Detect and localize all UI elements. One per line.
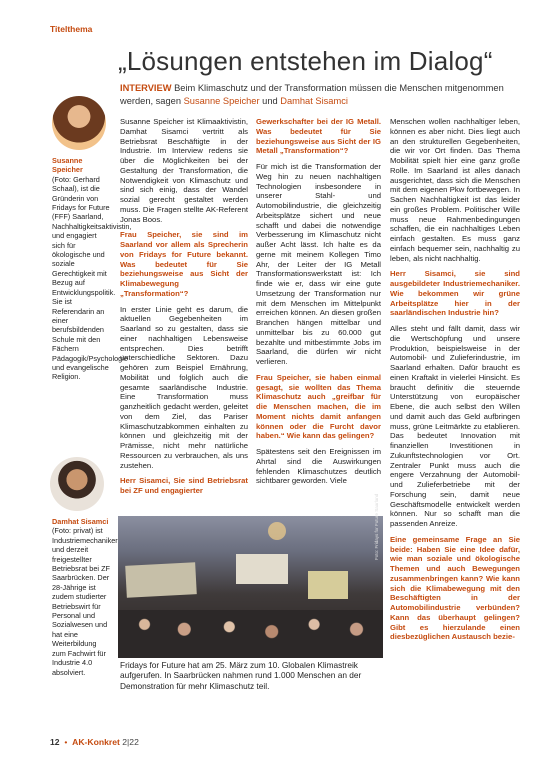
intro-text: Beim Klimaschutz und der Transformation müssen die Menschen mitgenommen werden, sagen	[120, 83, 504, 106]
photo-light	[268, 522, 286, 540]
photo-banner	[125, 562, 197, 598]
photo-credit: Foto: Fridays for Future Saarland	[374, 493, 379, 560]
question: Eine gemeinsame Frage an Sie beide: Haben Sie eine Idee dafür, wie man soziale und ökologische Themen und auch Bewegungen zusammenbringen kann? Wie kann sich die Klimabewegung mit den Beschäftigten in der Automobilindustrie verbünden? Kann das überhaupt gelingen? Gibt es hierzulande einen diesbezüglichen Austausch bezie-	[390, 534, 520, 642]
bio-speicher-text: (Foto: Gerhard Schaal), ist die Gründerin von Fridays for Future (FFF) Saarland, Nachhaltigkeitsaktivistin, und engagiert sich für ökologische und soziale Gerechtigkeit mit Bezug auf Entwicklungspolitik. Sie ist Referendarin an einer berufsbildenden Schule mit den Fächern Pädagogik/Psychologie und evangelische Religion.	[52, 174, 132, 382]
issue-number: 2|22	[122, 737, 139, 747]
section-label: Titelthema	[50, 24, 93, 34]
paragraph: Alles steht und fällt damit, dass wir die Wertschöpfung und unsere Produktion, beispielsweise in der Automobil- und Zulieferindustrie, im Saarland erhalten. Dafür braucht es einen Kraftakt in vielerlei Hinsicht. Es braucht definitiv die steuernde Unterstützung von europäischer Ebene, die auch selbst den Willen und damit auch das Geld aufbringen muss, grüne Leitmärkte zu etablieren. Das bedeutet Innovation mit finanziellen Investitionen in Zukunftstechnologien vor Ort. Zentraler Punkt muss auch die engere Verzahnung der Automobil- und Zulieferbetriebe mit der Forschung sein, damit neue Geschäftsmodelle entwickelt werden können. Nur so schafft man die passenden Anreize.	[390, 324, 520, 528]
question: Herr Sisamci, Sie sind Betriebsrat bei ZF und engagierter	[120, 476, 248, 495]
photo-caption: Fridays for Future hat am 25. März zum 10. Globalen Klimastreik aufgerufen. In Saarbrücken nahmen rund 1.000 Menschen an der Demonstration für mehr Klimaschutz teil.	[120, 660, 362, 691]
paragraph: In erster Linie geht es darum, die aktuellen Gegebenheiten im Saarland so zu gestalten, dass sie einer nachhaltigen Lebensweise entsprechen. Dies betrifft unterschiedliche Sektoren. Dazu gehören zum Beispiel Ernährung, Mobilität und folglich auch die gesamte saarländische Industrie. Eine Transformation muss ganzheitlich gedacht werden, geleitet von dem Ziel, das Pariser Klimaschutzabkommen einhalten zu können und gleichzeitig mit der Prämisse, nicht mehr natürliche Ressourcen zu verbrauchen, als uns zustehen.	[120, 304, 248, 470]
question: Herr Sisamci, sie sind ausgebildeter Industriemechaniker. Wie bekommen wir grüne Arbeitsplätze hier in der saarländischen Industrie hin?	[390, 269, 520, 318]
portrait-speicher	[52, 96, 106, 150]
intro-keyword: INTERVIEW	[120, 83, 172, 93]
question: Gewerkschafter bei der IG Metall. Was bedeutet für Sie beziehungsweise aus Sicht der IG Metall „Transformation“?	[256, 117, 381, 156]
intro-name-sisamci: Damhat Sisamci	[280, 96, 348, 106]
article-intro	[120, 82, 520, 108]
bio-sisamci-text: (Foto: privat) ist Industriemechaniker und derzeit freigestellter Betriebsrat bei ZF Saarbrücken. Der 28-Jährige ist zudem studierter Betriebswirt für Personal und Sozialwesen und hat eine Weiterbildung zum Fachwirt für Industrie 4.0 absolviert.	[52, 526, 118, 677]
paragraph: Spätestens seit den Ereignissen im Ahrtal sind die Auswirkungen fehlenden Klimaschutzes deutlich sichtbarer geworden. Viele	[256, 447, 381, 486]
intro-name-speicher: Susanne Speicher	[183, 96, 260, 106]
text-column-1	[120, 117, 248, 502]
demonstration-photo	[118, 516, 383, 658]
page-number: 12	[50, 737, 60, 747]
text-column-3	[390, 117, 520, 648]
footer-separator: •	[64, 737, 68, 747]
bio-speicher	[52, 156, 132, 382]
paragraph: Susanne Speicher ist Klimaaktivistin, Damhat Sisamci vertritt als Betriebsrat Beschäftigte in der Industrie. Im Interview redens sie über die Möglichkeiten bei der Gestaltung der Transformation, die Notwendigkeit von Klimaschutz und sind sich einig, dass der Wandel sozial gerecht gestaltet werden muss. Die Fragen stellte AK-Referent Jonas Boos.	[120, 117, 248, 224]
photo-sign	[236, 554, 288, 584]
bio-sisamci-name: Damhat Sisamci	[52, 517, 109, 526]
page-footer	[50, 737, 139, 747]
portrait-sisamci	[50, 457, 104, 511]
bio-speicher-name: Susanne Speicher	[52, 156, 83, 175]
article-headline: „Lösungen entstehen im Dialog“	[118, 46, 493, 76]
paragraph: Für mich ist die Transformation der Weg hin zu neuen nachhaltigen Technologien insbesondere in unserer Stahl- und Automobilindustrie, die gleichzeitig Arbeitsplätze sichert und neue schafft und dabei die notwendige Verbesserung im Klimaschutz nicht außer Acht lässt. Ich halte es da gerne mit meinem Kollegen Timo Ahr, der Leiter der IG Metall Transformationswerkstatt ist: Ich finde wie er, dass wir eine gute Umsetzung der Transformation nur mit dem Menschen im Mittelpunkt erreichen können. An diesen großen Branchen hängen mittelbar und unmittelbar bis zu 60.000 gut bezahlte und mitbestimmte Jobs im Saarland, die dürfen wir nicht verlieren.	[256, 162, 381, 366]
bio-sisamci	[52, 517, 118, 677]
question: Frau Speicher, sie haben einmal gesagt, sie wollten das Thema Klimaschutz auch „greifbar für die Menschen machen, die im Moment nichts damit anfangen können oder die Furcht davor haben.“ Wie kann das gelingen?	[256, 372, 381, 441]
photo-crowd	[118, 610, 383, 658]
question: Frau Speicher, sie sind im Saarland vor allem als Sprecherin von Fridays for Future bekannt. Was bedeutet für Sie beziehungsweise aus Sicht der Klimabewegung „Transformation“?	[120, 230, 248, 298]
intro-text-and: und	[259, 96, 281, 106]
magazine-name: AK-Konkret	[72, 737, 120, 747]
paragraph: Menschen wollen nachhaltiger leben, können es aber nicht. Dies liegt auch an den strukturellen Gegebenheiten, die wir vor Ort finden. Das Thema Mobilität spielt hier eine ganz große Rolle. Im Saarland ist alles danach ausgerichtet, dass sich die Menschen mit dem eigenen Pkw fortbewegen. In Sachen Nachhaltigkeit ist das leider ein großes Problem. Politischer Wille muss neue Rahmenbedingungen schaffen, die ein nachhaltiges Leben einfach gestalten. Es muss ganz einfach bequemer sein, nachhaltig zu leben, als nicht nachhaltig.	[390, 117, 520, 263]
photo-sign	[308, 571, 348, 599]
text-column-2	[256, 117, 381, 492]
